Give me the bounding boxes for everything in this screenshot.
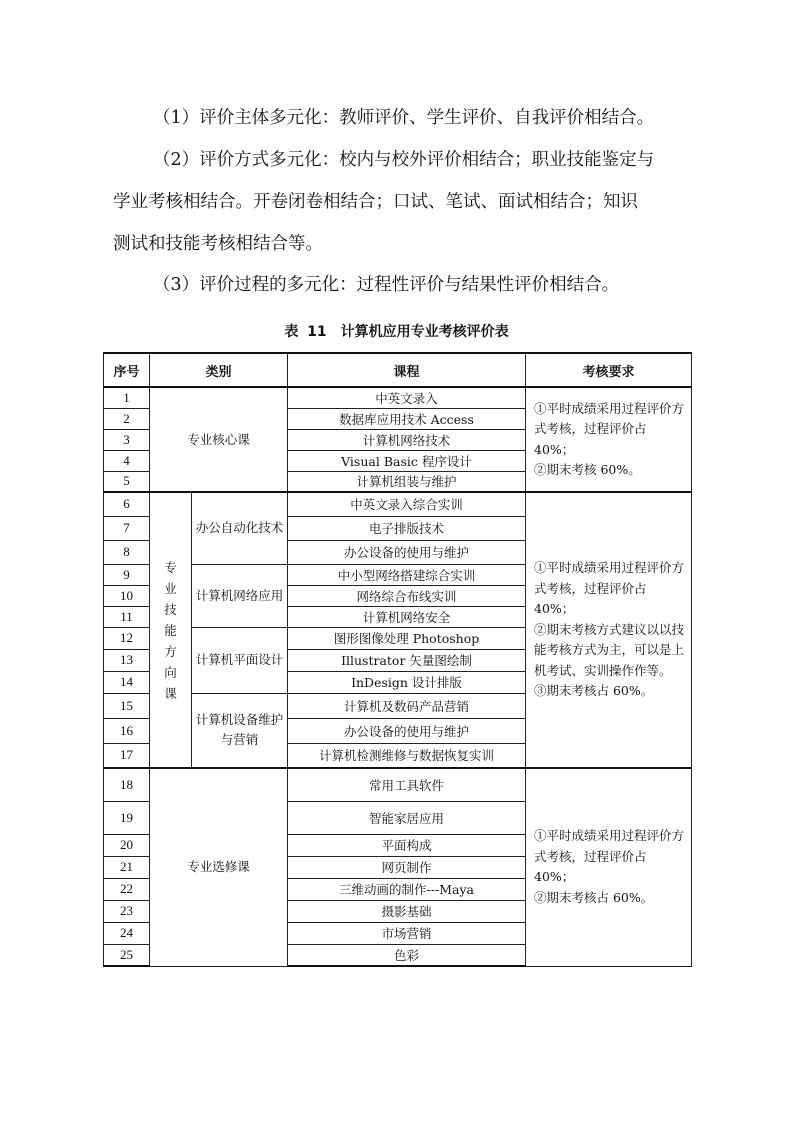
requirement-core: ①平时成绩采用过程评价方式考核，过程评价占40%； ②期末考核 60%。 <box>526 387 692 492</box>
row-number: 20 <box>104 834 150 856</box>
paragraph-evaluation-method-line2: 学业考核相结合。开卷闭卷相结合；口试、笔试、面试相结合；知识 <box>113 192 638 212</box>
course-name: 计算机网络技术 <box>288 429 526 450</box>
row-number: 12 <box>104 627 150 649</box>
course-name: 中英文录入 <box>288 387 526 408</box>
row-number: 14 <box>104 671 150 693</box>
paragraph-evaluation-method-line1: （2）评价方式多元化：校内与校外评价相结合；职业技能鉴定与 <box>153 150 655 170</box>
table-row <box>104 492 692 516</box>
paragraph-evaluation-subject: （1）评价主体多元化：教师评价、学生评价、自我评价相结合。 <box>153 108 655 128</box>
course-name: 色彩 <box>288 944 526 966</box>
row-number: 5 <box>104 471 150 492</box>
course-name: 计算机组装与维护 <box>288 471 526 492</box>
course-name: 三维动画的制作---Maya <box>288 878 526 900</box>
category-elective: 专业选修课 <box>150 768 288 966</box>
category-core: 专业核心课 <box>150 387 288 492</box>
paragraph-evaluation-process: （3）评价过程的多元化：过程性评价与结果性评价相结合。 <box>153 275 620 295</box>
course-name: 中英文录入综合实训 <box>288 492 526 516</box>
row-number: 6 <box>104 492 150 516</box>
row-number: 19 <box>104 801 150 834</box>
course-name: 电子排版技术 <box>288 516 526 540</box>
assessment-table <box>103 352 692 967</box>
row-number: 15 <box>104 693 150 718</box>
header-seq: 序号 <box>104 353 150 387</box>
course-name: 网络综合布线实训 <box>288 585 526 606</box>
row-number: 18 <box>104 768 150 801</box>
course-name: 计算机及数码产品营销 <box>288 693 526 718</box>
requirement-elective: ①平时成绩采用过程评价方式考核，过程评价占40%； ②期末考核占 60%。 <box>526 768 692 966</box>
table-row <box>104 768 692 801</box>
row-number: 4 <box>104 450 150 471</box>
course-name: InDesign 设计排版 <box>288 671 526 693</box>
paragraph-evaluation-method-line3: 测试和技能考核相结合等。 <box>113 234 323 254</box>
row-number: 3 <box>104 429 150 450</box>
header-requirement: 考核要求 <box>526 353 692 387</box>
row-number: 16 <box>104 718 150 743</box>
course-name: 办公设备的使用与维护 <box>288 718 526 743</box>
course-name: 常用工具软件 <box>288 768 526 801</box>
subcategory-office-automation: 办公自动化技术 <box>192 492 288 564</box>
header-course: 课程 <box>288 353 526 387</box>
row-number: 2 <box>104 408 150 429</box>
course-name: 计算机检测维修与数据恢复实训 <box>288 743 526 768</box>
course-name: 平面构成 <box>288 834 526 856</box>
row-number: 8 <box>104 540 150 564</box>
category-direction-label: 专业技能方向课 <box>164 559 177 701</box>
requirement-direction: ①平时成绩采用过程评价方式考核，过程评价占40%； ②期末考核方式建议以以技能考核方式为主，可以是上机考试、实训操作作等。 ③期末考核占 60%。 <box>526 492 692 768</box>
row-number: 10 <box>104 585 150 606</box>
row-number: 22 <box>104 878 150 900</box>
table-row <box>104 387 692 408</box>
row-number: 9 <box>104 564 150 585</box>
course-name: 数据库应用技术 Access <box>288 408 526 429</box>
row-number: 11 <box>104 606 150 627</box>
course-name: 市场营销 <box>288 922 526 944</box>
row-number: 17 <box>104 743 150 768</box>
row-number: 24 <box>104 922 150 944</box>
subcategory-graphic-design: 计算机平面设计 <box>192 627 288 693</box>
course-name: 办公设备的使用与维护 <box>288 540 526 564</box>
course-name: Visual Basic 程序设计 <box>288 450 526 471</box>
row-number: 21 <box>104 856 150 878</box>
course-name: 网页制作 <box>288 856 526 878</box>
row-number: 25 <box>104 944 150 966</box>
course-name: 摄影基础 <box>288 900 526 922</box>
category-direction <box>150 492 192 768</box>
course-name: 计算机网络安全 <box>288 606 526 627</box>
table-caption: 表 11 计算机应用专业考核评价表 <box>284 324 509 340</box>
row-number: 23 <box>104 900 150 922</box>
subcategory-network-application: 计算机网络应用 <box>192 564 288 627</box>
course-name: 中小型网络搭建综合实训 <box>288 564 526 585</box>
row-number: 1 <box>104 387 150 408</box>
row-number: 7 <box>104 516 150 540</box>
header-category: 类别 <box>150 353 288 387</box>
row-number: 13 <box>104 649 150 671</box>
course-name: 图形图像处理 Photoshop <box>288 627 526 649</box>
table-header-row <box>104 353 692 387</box>
course-name: Illustrator 矢量图绘制 <box>288 649 526 671</box>
subcategory-equipment-maintenance: 计算机设备维护与营销 <box>192 693 288 768</box>
course-name: 智能家居应用 <box>288 801 526 834</box>
